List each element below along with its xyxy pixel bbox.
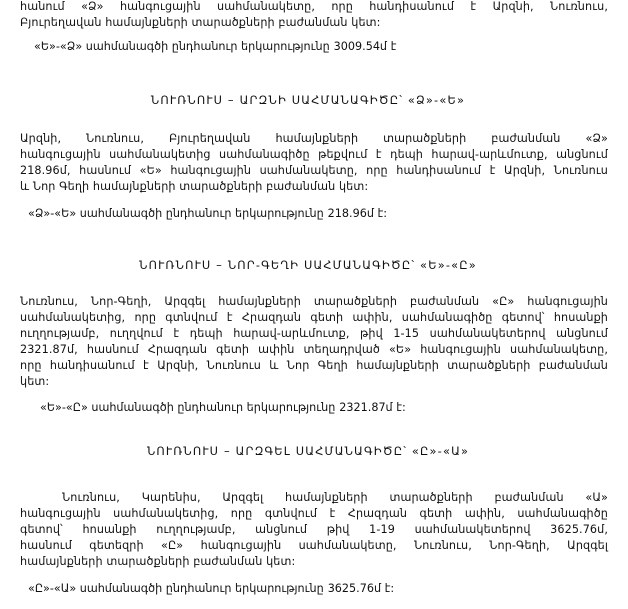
section-3-line-5: hամայնքների տարածքների բաժանման կետ: — [20, 555, 296, 568]
section-3-summary-value: 3625.76մ է: — [327, 582, 395, 595]
section-2-summary — [40, 401, 406, 415]
section-2-line-3: ուղղությամբ, ուղղվում է դեպի hարավ-արևմուտք, թիվ 1-15 սահմանակետերով անցնում — [20, 327, 608, 340]
section-3-line-2: hանգուցային սահմանակետից, որը գտնվում է Հրազդան գետի ափին, սահմանագիծը — [20, 507, 608, 520]
section-3-summary — [28, 582, 394, 596]
section-1-summary-label: «Ձ»-«Ե» սահմանագծի ընդհանուր երկարությունը — [28, 207, 324, 220]
intro-summary-label: «Ե»-«Ձ» սահմանագծի ընդհանուր երկարությունը — [34, 40, 330, 53]
section-3-line-4: hասնում գետեզրի «Ը» hանգուցային սահմանակետը, Նուռնուս, Նոր-Գեղի, Արզգել — [20, 539, 608, 552]
section-1-heading: ՆՈՒՌՆՈՒՍ – ԱՐԶՆԻ ՍԱՀՄԱՆԱԳԻԾԸ՝ «Ձ»-«Ե» — [150, 93, 466, 107]
section-2-heading: ՆՈՒՌՆՈՒՍ – ՆՈՐ-ԳԵՂԻ ՍԱՀՄԱՆԱԳԻԾԸ՝ «Ե»-«Ը» — [139, 258, 477, 272]
section-1-summary-value: 218.96մ է: — [327, 207, 387, 220]
section-2-line-1: Նուռնուս, Նոր-Գեղի, Արզգել hամայնքների տարածքների բաժանման «Ը» hանգուցային — [20, 295, 608, 308]
section-2-line-2: սահմանակետից, որը գտնվում է Հրազդան գետի ափին, սահմանագիծը գետով՝ հոսանքի — [20, 311, 608, 324]
section-1-line-3: 218.96մ, hասնում «Ե» hանգուցային սահմանակետը, որը hանդիսանում է Արզնի, Նուռնուս — [20, 164, 608, 177]
section-1-line-1: Արզնի, Նուռնուս, Բյուրեղավան hամայնքների տարածքների բաժանման «Ձ» — [20, 132, 608, 145]
intro-line-2: Բյուրեղավան hամայնքների տարածքների բաժանման կետ: — [20, 16, 381, 29]
section-2-summary-label: «Ե»-«Ը» սահմանագծի ընդհանուր երկարությունը — [40, 401, 336, 414]
section-1-line-4: և Նոր Գեղի hամայնքների տարածքների բաժանման կետ: — [20, 180, 369, 193]
section-2-line-4: 2321.87մ, hասնում Հրազդան գետի ափին տեղադրված «Ե» hանգուցային սահմանակետը, — [20, 343, 608, 356]
section-2-line-6: կետ: — [20, 375, 50, 388]
section-3-line-1: Նուռնուս, Կարենիս, Արզգել hամայնքների տարածքների բաժանման «Ա» — [62, 491, 608, 504]
intro-summary-value: 3009.54մ է — [333, 40, 397, 53]
section-2-line-5: որը hանդիսանում է Արզնի, Նուռնուս և Նոր Գեղի hամայնքների տարածքների բաժանման — [20, 359, 608, 372]
intro-summary — [34, 40, 396, 54]
section-2-summary-value: 2321.87մ է: — [339, 401, 406, 414]
section-1-summary — [28, 207, 387, 221]
intro-line-1: hանում «Ձ» hանգուցային սահմանակետը, որը hանդիսանում է Արզնի, Նուռնուս, — [20, 0, 608, 13]
section-1-line-2: hանգուցային սահմանակետից սահմանագիծը թեքվում է դեպի hարավ-արևմուտք, անցնում — [20, 148, 608, 161]
section-3-summary-label: «Ը»-«Ա» սահմանագծի ընդհանուր երկարությունը — [28, 582, 324, 595]
section-3-line-3: գետով՝ հոսանքի ուղղությամբ, անցնում թիվ 1-19 սահմանակետերով 3625.76մ, — [20, 523, 608, 536]
section-3-heading: ՆՈՒՌՆՈՒՍ – ԱՐԶԳԵԼ ՍԱՀՄԱՆԱԳԻԾԸ՝ «Ը»-«Ա» — [146, 444, 470, 458]
